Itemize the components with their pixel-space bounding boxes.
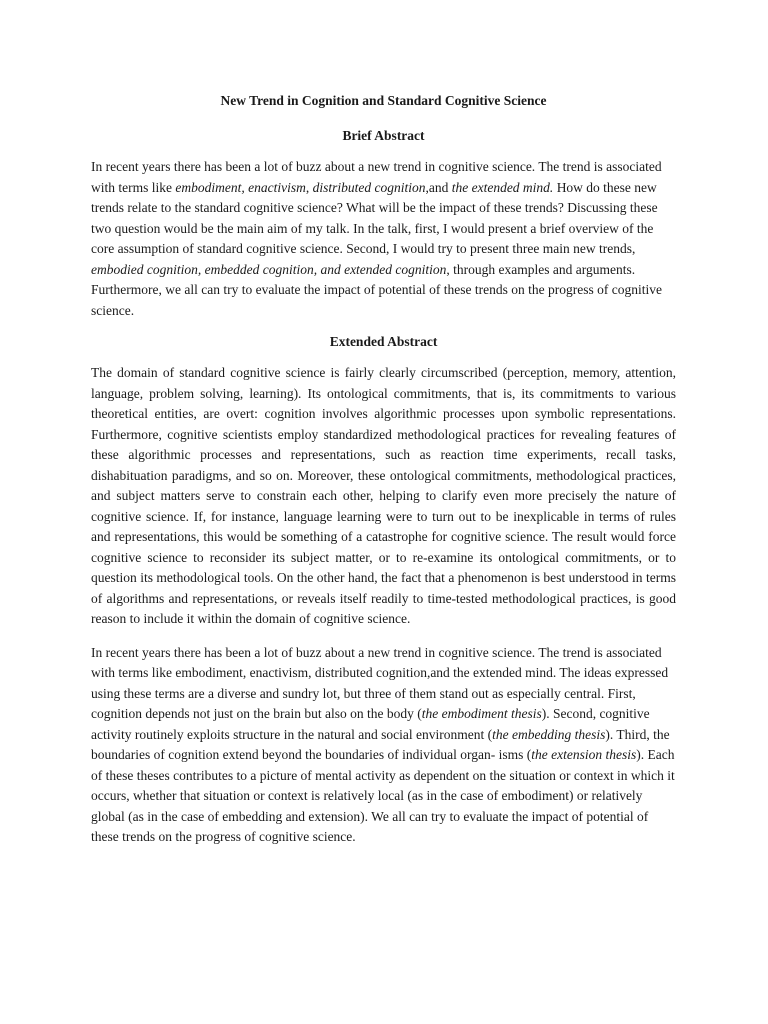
text-run: ). Each of these theses contributes to a picture of mental activity as dependent on the situation or context in which it occurs, whether that situation or context is relatively local (as in the case of embodiment) or relatively global (as in the case of embedding and extension). We all can try to evaluate the impact of potential of these trends on the progress of cognitive science. (91, 747, 675, 844)
document-title: New Trend in Cognition and Standard Cognitive Science (220, 93, 547, 108)
text-run: ). Second, cognitive activity routinely exploits structure in the natural and social environment ( (91, 706, 650, 742)
extended-abstract-paragraph-2 (91, 643, 676, 848)
text-run: How do these new trends relate to the standard cognitive science? What will be the impact of these trends? Discussing these two question would be the main aim of my talk. In the talk, first, I would present a brief overview of the core assumption of standard cognitive science. Second, I would try to present three main new trends, (91, 179, 658, 256)
italic-run: embodiment, enactivism (175, 179, 306, 195)
brief-abstract-heading: Brief Abstract (342, 128, 425, 143)
extended-abstract-paragraph-1: The domain of standard cognitive science is fairly clearly circumscribed (perception, memory, attention, language, problem solving, learning). Its ontological commitments, that is, its commitments to various theoretical entities, are overt: cognition involves algorithmic processes upon symbolic representations. Furthermore, cognitive scientists employ standardized methodological practices for revealing features of these algorithmic processes and representations, such as reaction time experiments, recall tasks, dishabituation paradigms, and so on. Moreover, these ontological commitments, methodological practices, and subject matters serve to constrain each other, helping to clarify even more precisely the nature of cognitive science. If, for instance, language learning were to turn out to be inexplicable in terms of rules and representations, this would be something of a catastrophe for cognitive science. The result would force cognitive science to reconsider its subject matter, or to re-examine its ontological commitments, or to question its methodological tools. On the other hand, the fact that a phenomenon is best understood in terms of algorithms and representations, or reveals itself readily to time-tested methodological practices, is good reason to include it within the domain of cognitive science. (91, 365, 676, 626)
brief-abstract-paragraph (91, 157, 676, 321)
text-run: ,and (425, 179, 452, 195)
text-run: , through examples and arguments. Furthermore, we all can try to evaluate the impact of potential of these trends on the progress of cognitive science. (91, 261, 662, 318)
italic-run: distributed cognition (312, 179, 426, 195)
italic-run: the embodiment thesis (421, 706, 542, 721)
text-run: In recent years there has been a lot of buzz about a new trend in cognitive science. The trend is associated with terms like (91, 159, 662, 195)
italic-run: embodied cognition, embedded cognition, and extended cognition (91, 261, 447, 277)
text-run: , (305, 179, 313, 195)
text-run: ). Third, the boundaries of cognition extend beyond the boundaries of individual organ- isms ( (91, 726, 670, 762)
extended-abstract-heading: Extended Abstract (329, 334, 438, 349)
italic-run: the embedding thesis (492, 726, 606, 742)
italic-run: the extension thesis (531, 747, 637, 762)
text-run: In recent years there has been a lot of buzz about a new trend in cognitive science. The trend is associated with terms like embodiment, enactivism, distributed cognition,and the extended mind. The ideas expressed using these terms are a diverse and sundry lot, but three of them stand out as especially central. First, cognition depends not just on the brain but also on the body ( (91, 644, 669, 721)
italic-run: the extended mind. (451, 179, 554, 195)
